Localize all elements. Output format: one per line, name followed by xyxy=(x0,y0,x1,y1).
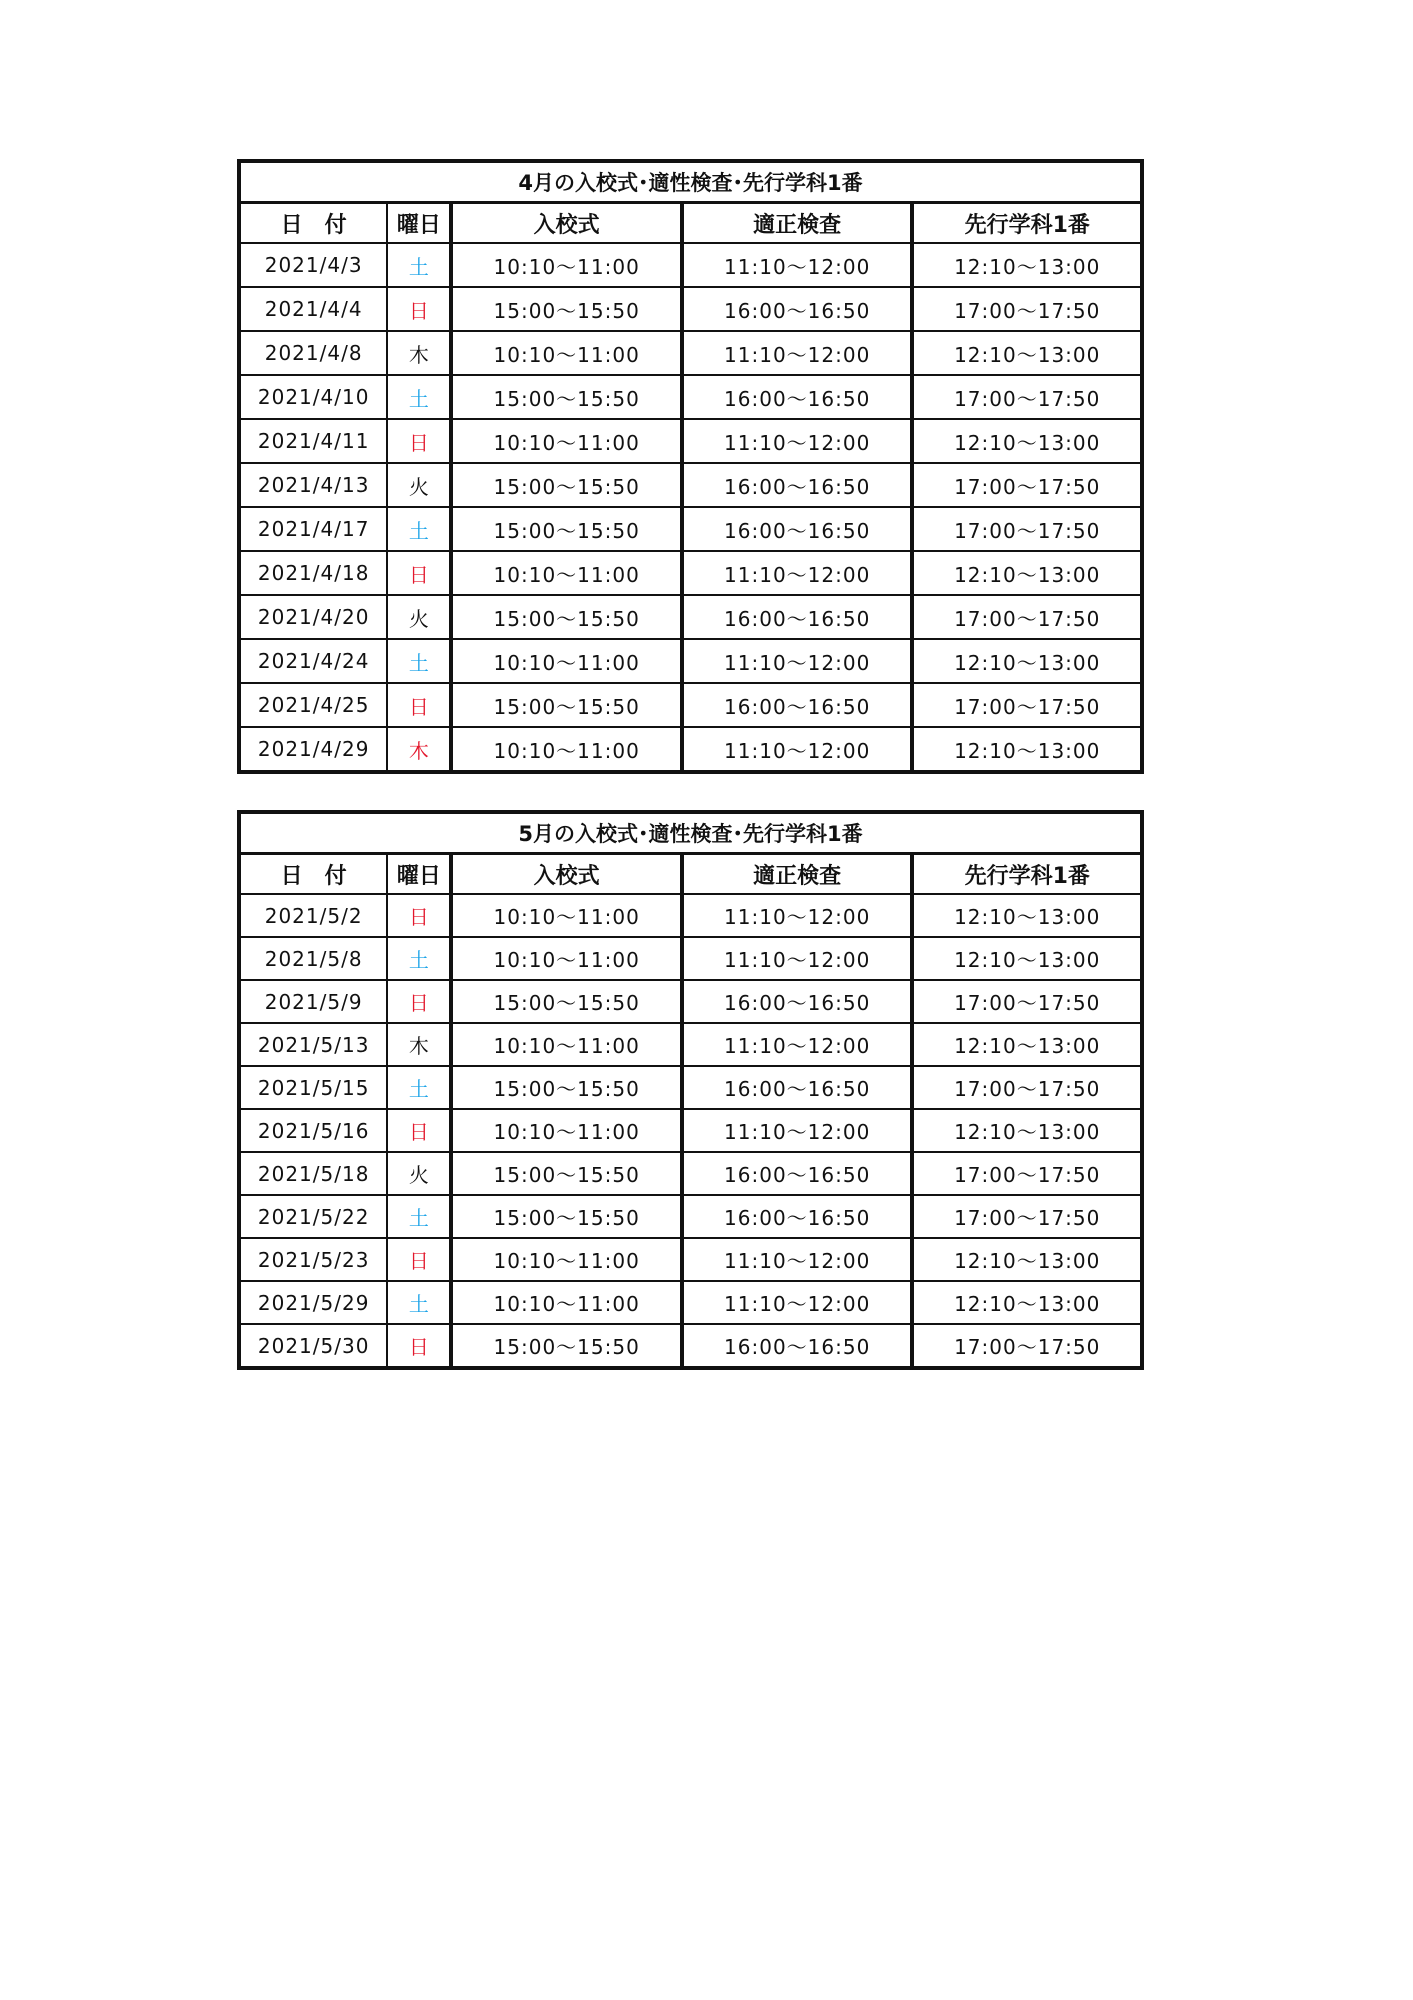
aptitude-test-time-cell: 11:10～12:00 xyxy=(682,1238,913,1281)
date-cell: 2021/5/2 xyxy=(239,894,387,937)
aptitude-test-time-cell: 11:10～12:00 xyxy=(682,243,913,287)
entrance-ceremony-time-cell: 10:10～11:00 xyxy=(451,1109,682,1152)
first-class-time-cell: 17:00～17:50 xyxy=(912,683,1142,727)
date-cell: 2021/5/16 xyxy=(239,1109,387,1152)
first-class-time-cell: 12:10～13:00 xyxy=(912,419,1142,463)
entrance-ceremony-time-cell: 15:00～15:50 xyxy=(451,1066,682,1109)
weekday-cell: 土 xyxy=(387,1066,451,1109)
table-row xyxy=(239,507,1142,551)
date-cell: 2021/4/25 xyxy=(239,683,387,727)
date-cell: 2021/5/13 xyxy=(239,1023,387,1066)
weekday-cell: 日 xyxy=(387,1238,451,1281)
header-date: 日 付 xyxy=(239,203,387,244)
aptitude-test-time-cell: 16:00～16:50 xyxy=(682,1066,913,1109)
table-row xyxy=(239,1066,1142,1109)
table-row xyxy=(239,1238,1142,1281)
weekday-cell: 木 xyxy=(387,331,451,375)
date-cell: 2021/5/22 xyxy=(239,1195,387,1238)
entrance-ceremony-time-cell: 15:00～15:50 xyxy=(451,375,682,419)
weekday-cell: 火 xyxy=(387,1152,451,1195)
weekday-cell: 土 xyxy=(387,1281,451,1324)
entrance-ceremony-time-cell: 10:10～11:00 xyxy=(451,1023,682,1066)
first-class-time-cell: 12:10～13:00 xyxy=(912,1238,1142,1281)
first-class-time-cell: 17:00～17:50 xyxy=(912,1324,1142,1368)
table-row xyxy=(239,894,1142,937)
first-class-time-cell: 17:00～17:50 xyxy=(912,595,1142,639)
date-cell: 2021/4/4 xyxy=(239,287,387,331)
table-row xyxy=(239,595,1142,639)
aptitude-test-time-cell: 11:10～12:00 xyxy=(682,1023,913,1066)
table-row xyxy=(239,727,1142,772)
first-class-time-cell: 12:10～13:00 xyxy=(912,1281,1142,1324)
table-row xyxy=(239,1281,1142,1324)
weekday-cell: 土 xyxy=(387,937,451,980)
date-cell: 2021/5/15 xyxy=(239,1066,387,1109)
header-day: 曜日 xyxy=(387,854,451,895)
aptitude-test-time-cell: 16:00～16:50 xyxy=(682,683,913,727)
table-row xyxy=(239,937,1142,980)
entrance-ceremony-time-cell: 10:10～11:00 xyxy=(451,639,682,683)
table-header-row xyxy=(239,203,1142,244)
aptitude-test-time-cell: 11:10～12:00 xyxy=(682,639,913,683)
first-class-time-cell: 17:00～17:50 xyxy=(912,1195,1142,1238)
entrance-ceremony-time-cell: 10:10～11:00 xyxy=(451,551,682,595)
aptitude-test-time-cell: 16:00～16:50 xyxy=(682,287,913,331)
date-cell: 2021/5/30 xyxy=(239,1324,387,1368)
table-row xyxy=(239,1152,1142,1195)
aptitude-test-time-cell: 16:00～16:50 xyxy=(682,507,913,551)
date-cell: 2021/4/29 xyxy=(239,727,387,772)
entrance-ceremony-time-cell: 10:10～11:00 xyxy=(451,1238,682,1281)
date-cell: 2021/4/18 xyxy=(239,551,387,595)
entrance-ceremony-time-cell: 15:00～15:50 xyxy=(451,1324,682,1368)
april-table-body xyxy=(239,243,1142,772)
date-cell: 2021/4/8 xyxy=(239,331,387,375)
table-row xyxy=(239,287,1142,331)
entrance-ceremony-time-cell: 15:00～15:50 xyxy=(451,507,682,551)
entrance-ceremony-time-cell: 10:10～11:00 xyxy=(451,331,682,375)
date-cell: 2021/4/3 xyxy=(239,243,387,287)
weekday-cell: 土 xyxy=(387,1195,451,1238)
weekday-cell: 木 xyxy=(387,1023,451,1066)
aptitude-test-time-cell: 16:00～16:50 xyxy=(682,1195,913,1238)
date-cell: 2021/5/23 xyxy=(239,1238,387,1281)
entrance-ceremony-time-cell: 10:10～11:00 xyxy=(451,1281,682,1324)
first-class-time-cell: 17:00～17:50 xyxy=(912,980,1142,1023)
header-date: 日 付 xyxy=(239,854,387,895)
entrance-ceremony-time-cell: 15:00～15:50 xyxy=(451,1195,682,1238)
first-class-time-cell: 12:10～13:00 xyxy=(912,894,1142,937)
weekday-cell: 日 xyxy=(387,894,451,937)
aptitude-test-time-cell: 11:10～12:00 xyxy=(682,937,913,980)
weekday-cell: 日 xyxy=(387,980,451,1023)
first-class-time-cell: 12:10～13:00 xyxy=(912,331,1142,375)
header-aptitude-test: 適正検査 xyxy=(682,203,913,244)
weekday-cell: 日 xyxy=(387,1324,451,1368)
weekday-cell: 日 xyxy=(387,287,451,331)
first-class-time-cell: 12:10～13:00 xyxy=(912,1023,1142,1066)
entrance-ceremony-time-cell: 15:00～15:50 xyxy=(451,595,682,639)
table-row xyxy=(239,375,1142,419)
weekday-cell: 土 xyxy=(387,375,451,419)
weekday-cell: 土 xyxy=(387,507,451,551)
first-class-time-cell: 12:10～13:00 xyxy=(912,937,1142,980)
table-row xyxy=(239,463,1142,507)
first-class-time-cell: 17:00～17:50 xyxy=(912,1152,1142,1195)
table-title-row xyxy=(239,161,1142,203)
weekday-cell: 火 xyxy=(387,463,451,507)
table-row xyxy=(239,331,1142,375)
date-cell: 2021/5/18 xyxy=(239,1152,387,1195)
weekday-cell: 日 xyxy=(387,551,451,595)
header-first-class: 先行学科1番 xyxy=(912,854,1142,895)
aptitude-test-time-cell: 11:10～12:00 xyxy=(682,1109,913,1152)
first-class-time-cell: 17:00～17:50 xyxy=(912,375,1142,419)
weekday-cell: 日 xyxy=(387,419,451,463)
first-class-time-cell: 12:10～13:00 xyxy=(912,727,1142,772)
table-row xyxy=(239,639,1142,683)
header-entrance-ceremony: 入校式 xyxy=(451,203,682,244)
first-class-time-cell: 12:10～13:00 xyxy=(912,551,1142,595)
weekday-cell: 日 xyxy=(387,1109,451,1152)
aptitude-test-time-cell: 16:00～16:50 xyxy=(682,1324,913,1368)
aptitude-test-time-cell: 16:00～16:50 xyxy=(682,980,913,1023)
weekday-cell: 土 xyxy=(387,639,451,683)
entrance-ceremony-time-cell: 15:00～15:50 xyxy=(451,683,682,727)
entrance-ceremony-time-cell: 10:10～11:00 xyxy=(451,419,682,463)
table-row xyxy=(239,243,1142,287)
table-row xyxy=(239,419,1142,463)
aptitude-test-time-cell: 16:00～16:50 xyxy=(682,375,913,419)
entrance-ceremony-time-cell: 10:10～11:00 xyxy=(451,243,682,287)
table-header-row xyxy=(239,854,1142,895)
header-first-class: 先行学科1番 xyxy=(912,203,1142,244)
header-entrance-ceremony: 入校式 xyxy=(451,854,682,895)
table-row xyxy=(239,551,1142,595)
entrance-ceremony-time-cell: 15:00～15:50 xyxy=(451,1152,682,1195)
april-schedule-table xyxy=(237,159,1144,774)
table-row xyxy=(239,683,1142,727)
first-class-time-cell: 17:00～17:50 xyxy=(912,507,1142,551)
table-row xyxy=(239,1324,1142,1368)
table-row xyxy=(239,980,1142,1023)
aptitude-test-time-cell: 16:00～16:50 xyxy=(682,595,913,639)
may-table-body xyxy=(239,894,1142,1368)
date-cell: 2021/4/13 xyxy=(239,463,387,507)
aptitude-test-time-cell: 11:10～12:00 xyxy=(682,551,913,595)
date-cell: 2021/4/17 xyxy=(239,507,387,551)
entrance-ceremony-time-cell: 15:00～15:50 xyxy=(451,980,682,1023)
table-row xyxy=(239,1195,1142,1238)
aptitude-test-time-cell: 16:00～16:50 xyxy=(682,1152,913,1195)
aptitude-test-time-cell: 16:00～16:50 xyxy=(682,463,913,507)
entrance-ceremony-time-cell: 15:00～15:50 xyxy=(451,287,682,331)
weekday-cell: 木 xyxy=(387,727,451,772)
table-row xyxy=(239,1109,1142,1152)
first-class-time-cell: 17:00～17:50 xyxy=(912,287,1142,331)
first-class-time-cell: 17:00～17:50 xyxy=(912,1066,1142,1109)
date-cell: 2021/5/9 xyxy=(239,980,387,1023)
first-class-time-cell: 12:10～13:00 xyxy=(912,1109,1142,1152)
entrance-ceremony-time-cell: 10:10～11:00 xyxy=(451,727,682,772)
date-cell: 2021/4/20 xyxy=(239,595,387,639)
date-cell: 2021/5/29 xyxy=(239,1281,387,1324)
table-title: 5月の入校式･適性検査･先行学科1番 xyxy=(239,812,1142,854)
entrance-ceremony-time-cell: 15:00～15:50 xyxy=(451,463,682,507)
date-cell: 2021/4/11 xyxy=(239,419,387,463)
table-row xyxy=(239,1023,1142,1066)
date-cell: 2021/4/10 xyxy=(239,375,387,419)
may-schedule-table xyxy=(237,810,1144,1370)
table-title: 4月の入校式･適性検査･先行学科1番 xyxy=(239,161,1142,203)
first-class-time-cell: 17:00～17:50 xyxy=(912,463,1142,507)
entrance-ceremony-time-cell: 10:10～11:00 xyxy=(451,894,682,937)
first-class-time-cell: 12:10～13:00 xyxy=(912,639,1142,683)
date-cell: 2021/4/24 xyxy=(239,639,387,683)
header-day: 曜日 xyxy=(387,203,451,244)
aptitude-test-time-cell: 11:10～12:00 xyxy=(682,894,913,937)
date-cell: 2021/5/8 xyxy=(239,937,387,980)
aptitude-test-time-cell: 11:10～12:00 xyxy=(682,727,913,772)
header-aptitude-test: 適正検査 xyxy=(682,854,913,895)
first-class-time-cell: 12:10～13:00 xyxy=(912,243,1142,287)
aptitude-test-time-cell: 11:10～12:00 xyxy=(682,419,913,463)
weekday-cell: 土 xyxy=(387,243,451,287)
weekday-cell: 火 xyxy=(387,595,451,639)
table-title-row xyxy=(239,812,1142,854)
aptitude-test-time-cell: 11:10～12:00 xyxy=(682,1281,913,1324)
aptitude-test-time-cell: 11:10～12:00 xyxy=(682,331,913,375)
entrance-ceremony-time-cell: 10:10～11:00 xyxy=(451,937,682,980)
weekday-cell: 日 xyxy=(387,683,451,727)
